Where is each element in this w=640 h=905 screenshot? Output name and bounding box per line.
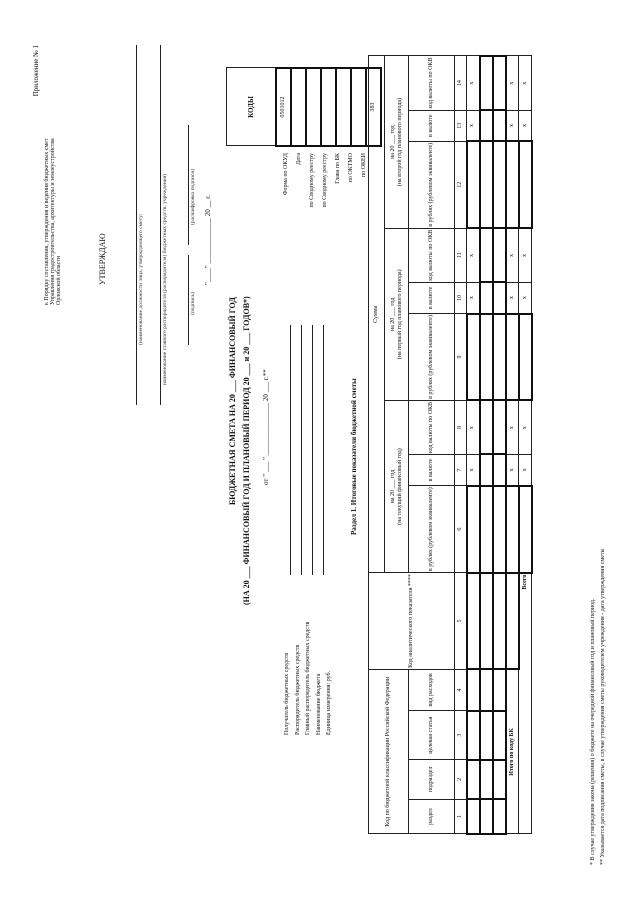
approve-hint-name: (расшифровка подписи) — [190, 168, 196, 225]
footnote-2: ** Указывается дата подписания сметы, в случае утверждения сметы руководителем учреждения - дата утверждения сметы — [600, 548, 606, 865]
code-label-glava: Глава по БК — [335, 153, 341, 184]
col-num: 12 — [455, 141, 467, 228]
codes-header: КОДЫ — [227, 68, 277, 146]
code-okud: 0501012 — [276, 68, 291, 146]
approve-hint-org: наименование главного распорядителя (распорядителя) бюджетных средств; учреждения) — [162, 173, 168, 385]
code-label-date: Дата — [296, 153, 302, 165]
section1-table — [368, 55, 533, 835]
h-rub-3: в рублях (рублевом эквиваленте) — [409, 141, 455, 228]
vsego-label: Всего — [519, 573, 532, 834]
doc-title-line1: БЮДЖЕТНАЯ СМЕТА НА 20 ___ ФИНАНСОВЫЙ ГОД — [228, 297, 237, 505]
appendix-line2: к Порядку составления, утверждения и ведения бюджетных смет — [44, 138, 50, 305]
itogo-label: Итого по коду БК — [506, 669, 519, 834]
h-year2-label: на 20 ___ год — [389, 297, 396, 332]
col-num: 6 — [455, 486, 467, 573]
cell-x: x — [506, 454, 519, 485]
h-year2-sub: (на первый год планового периода) — [396, 269, 403, 360]
h-year3-sub: (на второй год планового периода) — [396, 97, 403, 187]
doc-title-line2: (НА 20 ___ ФИНАНСОВЫЙ ГОД И ПЛАНОВЫЙ ПЕРИОД 20 ___ и 20 ___ ГОДОВ*) — [242, 296, 251, 605]
h-val-1: в валюте — [409, 454, 455, 485]
code-label-okud: Форма по ОКУД — [283, 153, 289, 196]
code-label-okei: по ОКЕИ — [361, 153, 367, 178]
approve-hint-sign: (подпись) — [190, 292, 196, 315]
doc-date: от " ___ " _______________ 20 ___ г.** — [262, 369, 270, 485]
approve-date: "____" _____________ 20 __ г. — [204, 194, 212, 285]
table-row — [493, 56, 506, 834]
cell-x: x — [467, 400, 480, 454]
footnote-1: * В случае утверждения закона (решения) о бюджете на очередной финансовый год и плановый период. — [590, 598, 596, 865]
h-analytic: Код аналитического показателя **** — [369, 573, 455, 670]
col-num: 13 — [455, 110, 467, 141]
appendix-note — [32, 45, 40, 345]
appendix-line3: Управления градостроительства, архитектуры и землеустройства — [50, 138, 56, 305]
field-recipient: Получатель бюджетных средств — [284, 652, 290, 735]
cell-x: x — [467, 110, 480, 141]
h-rub-1: в рублях (рублевом эквиваленте) — [409, 486, 455, 573]
code-label-oktmo: по ОКТМО — [348, 153, 354, 183]
h-year1 — [385, 400, 409, 572]
codes-labels — [280, 153, 371, 295]
code-registry2 — [321, 68, 336, 146]
h-year2 — [385, 228, 409, 400]
cell-x: x — [519, 228, 532, 282]
h-year1-sub: (на текущий финансовый год) — [396, 448, 403, 525]
cell-x: x — [519, 454, 532, 485]
code-date — [291, 68, 306, 146]
code-oktmo — [351, 68, 366, 146]
col-num: 7 — [455, 454, 467, 485]
col-num: 11 — [455, 228, 467, 282]
h-val-3: в валюте — [409, 110, 455, 141]
col-num: 4 — [455, 669, 467, 710]
h-okv-3: код валюты по ОКВ — [409, 56, 455, 110]
code-glava — [336, 68, 351, 146]
approve-hint-position: (наименование должности лица, утверждающего смету; — [138, 213, 144, 345]
field-distributor: Распорядитель бюджетных средств — [294, 644, 301, 735]
cell-x: x — [467, 228, 480, 282]
table-row — [467, 56, 480, 834]
col-num: 9 — [455, 314, 467, 401]
field-unit: Единица измерения: руб. — [326, 670, 332, 735]
cell-x: x — [519, 282, 532, 313]
h-rub-2: в рублях (рублевом эквиваленте) — [409, 314, 455, 401]
h-celevaya: целевая статья — [409, 711, 455, 760]
codes-table — [226, 67, 382, 147]
field-main-distributor: Главный распорядитель бюджетных средств — [305, 621, 311, 735]
vsego-row — [519, 56, 532, 834]
appendix-lines — [44, 138, 62, 305]
col-num: 5 — [455, 573, 467, 670]
h-okv-1: код валюты по ОКВ — [409, 400, 455, 454]
cell-x: x — [467, 282, 480, 313]
col-num: 10 — [455, 282, 467, 313]
h-year1-label: на 20 ___ год — [389, 469, 396, 504]
col-num: 2 — [455, 760, 467, 799]
cell-x: x — [467, 454, 480, 485]
cell-x: x — [519, 400, 532, 454]
cell-x: x — [506, 110, 519, 141]
col-num: 3 — [455, 711, 467, 760]
cell-x: x — [506, 228, 519, 282]
h-year3 — [385, 56, 409, 228]
h-razdel: раздел — [409, 799, 455, 834]
field-budget-name: Наименование бюджета — [315, 673, 322, 735]
h-bk: Код по бюджетной классификации Российской Федерации — [369, 669, 409, 834]
footnotes — [588, 548, 608, 865]
code-registry1 — [306, 68, 321, 146]
cell-x: x — [506, 400, 519, 454]
fields-list — [282, 622, 335, 735]
code-okei: 383 — [366, 68, 381, 146]
cell-x: x — [467, 56, 480, 110]
section1-title: Раздел 1. Итоговые показатели бюджетной сметы — [350, 378, 358, 535]
col-num: 8 — [455, 400, 467, 454]
table-row — [480, 56, 493, 834]
appendix-line1: Приложение № 1 — [32, 45, 40, 97]
code-label-registry2: по Сводному реестру — [322, 153, 328, 208]
cell-x: x — [506, 282, 519, 313]
appendix-line4: Орловской области — [56, 255, 62, 305]
h-val-2: в валюте — [409, 282, 455, 313]
code-label-registry1: по Сводному реестру — [309, 153, 315, 208]
cell-x: x — [519, 56, 532, 110]
h-vid: вид расходов — [409, 669, 455, 710]
approve-title: УТВЕРЖДАЮ — [98, 233, 107, 285]
h-okv-2: код валюты по ОКВ — [409, 228, 455, 282]
h-year3-label: на 20 ___ год — [389, 125, 396, 159]
cell-x: x — [506, 56, 519, 110]
col-num: 1 — [455, 799, 467, 834]
h-summa: Сумма — [369, 56, 385, 573]
itogo-row — [506, 56, 519, 834]
h-podrazdel: подраздел — [409, 760, 455, 799]
col-num: 14 — [455, 56, 467, 110]
cell-x: x — [519, 110, 532, 141]
